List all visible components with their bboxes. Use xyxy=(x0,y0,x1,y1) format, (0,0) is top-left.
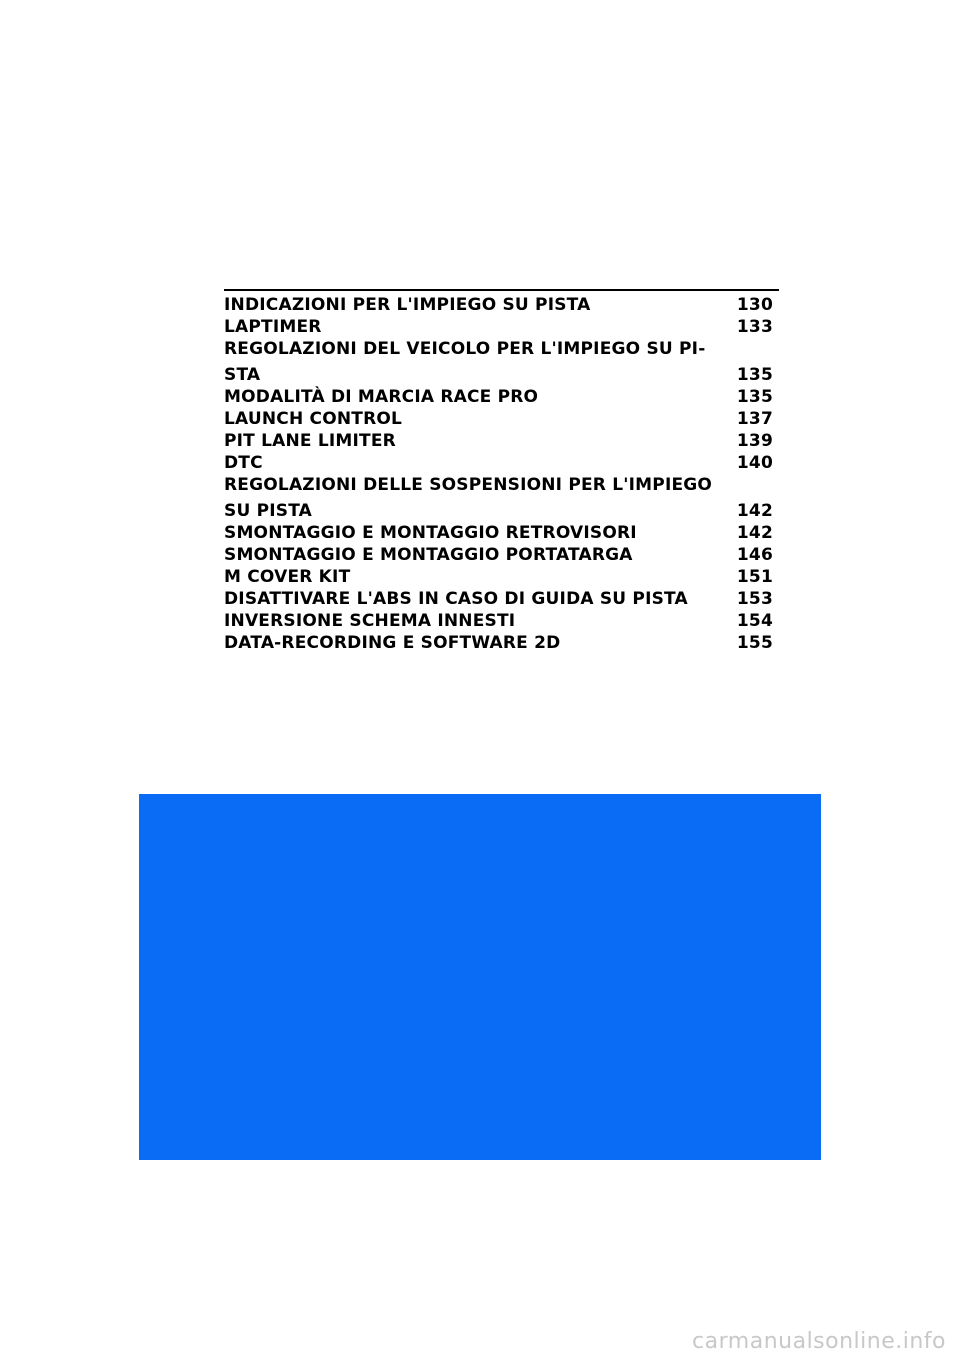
toc-entry-launch-control[interactable] xyxy=(224,408,779,430)
table-of-contents xyxy=(224,289,779,654)
toc-entry-page: 154 xyxy=(736,611,773,631)
toc-entry-page: 142 xyxy=(736,523,773,543)
toc-entry-suspension-settings[interactable] xyxy=(224,474,779,522)
toc-entry-page: 155 xyxy=(736,633,773,653)
toc-entry-page: 139 xyxy=(736,431,773,451)
toc-entry-dtc[interactable] xyxy=(224,452,779,474)
toc-entry-page: 153 xyxy=(736,589,773,609)
toc-entry-title: LAUNCH CONTROL xyxy=(224,409,403,429)
watermark: carmanualsonline.info xyxy=(692,1329,946,1354)
toc-entry-title-line1: REGOLAZIONI DEL VEICOLO PER L'IMPIEGO SU PI- xyxy=(224,339,706,359)
toc-entry-title: PIT LANE LIMITER xyxy=(224,431,396,451)
toc-entry-title: DTC xyxy=(224,453,263,473)
toc-entry-title: INDICAZIONI PER L'IMPIEGO SU PISTA xyxy=(224,295,591,315)
toc-entry-page: 137 xyxy=(736,409,773,429)
toc-entry-abs-deactivate[interactable] xyxy=(224,588,779,610)
toc-entry-page: 140 xyxy=(736,453,773,473)
toc-entry-m-cover-kit[interactable] xyxy=(224,566,779,588)
toc-entry-title xyxy=(224,474,713,522)
toc-entry-title: LAPTIMER xyxy=(224,317,322,337)
toc-entry-title-line2: STA xyxy=(224,365,261,385)
chapter-color-panel xyxy=(139,794,821,1160)
toc-entry-page: 146 xyxy=(736,545,773,565)
toc-entry-title: DISATTIVARE L'ABS IN CASO DI GUIDA SU PISTA xyxy=(224,589,688,609)
toc-entry-page: 130 xyxy=(736,295,773,315)
toc-entry-race-pro-mode[interactable] xyxy=(224,386,779,408)
toc-entry-page: 151 xyxy=(736,567,773,587)
toc-entry-page: 142 xyxy=(736,501,773,521)
toc-entry-shift-pattern[interactable] xyxy=(224,610,779,632)
toc-entry-title: SMONTAGGIO E MONTAGGIO RETROVISORI xyxy=(224,523,637,543)
toc-entry-title: DATA-RECORDING E SOFTWARE 2D xyxy=(224,633,561,653)
toc-entry-title: SMONTAGGIO E MONTAGGIO PORTATARGA xyxy=(224,545,633,565)
toc-entry-title: MODALITÀ DI MARCIA RACE PRO xyxy=(224,387,539,407)
toc-entry-laptimer[interactable] xyxy=(224,316,779,338)
toc-entry-title-line1: REGOLAZIONI DELLE SOSPENSIONI PER L'IMPIEGO xyxy=(224,475,713,495)
toc-entry-title xyxy=(224,338,713,386)
toc-entry-license-plate-holder[interactable] xyxy=(224,544,779,566)
toc-entry-vehicle-settings[interactable] xyxy=(224,338,779,386)
toc-entry-title: INVERSIONE SCHEMA INNESTI xyxy=(224,611,516,631)
toc-entry-title: M COVER KIT xyxy=(224,567,351,587)
toc-entry-pit-lane-limiter[interactable] xyxy=(224,430,779,452)
toc-entry-data-recording[interactable] xyxy=(224,632,779,654)
toc-entry-title-line2: SU PISTA xyxy=(224,501,313,521)
toc-entry-page: 135 xyxy=(736,365,773,385)
toc-entry-page: 133 xyxy=(736,317,773,337)
toc-entry-track-use[interactable] xyxy=(224,294,779,316)
toc-entry-mirrors[interactable] xyxy=(224,522,779,544)
toc-entry-page: 135 xyxy=(736,387,773,407)
